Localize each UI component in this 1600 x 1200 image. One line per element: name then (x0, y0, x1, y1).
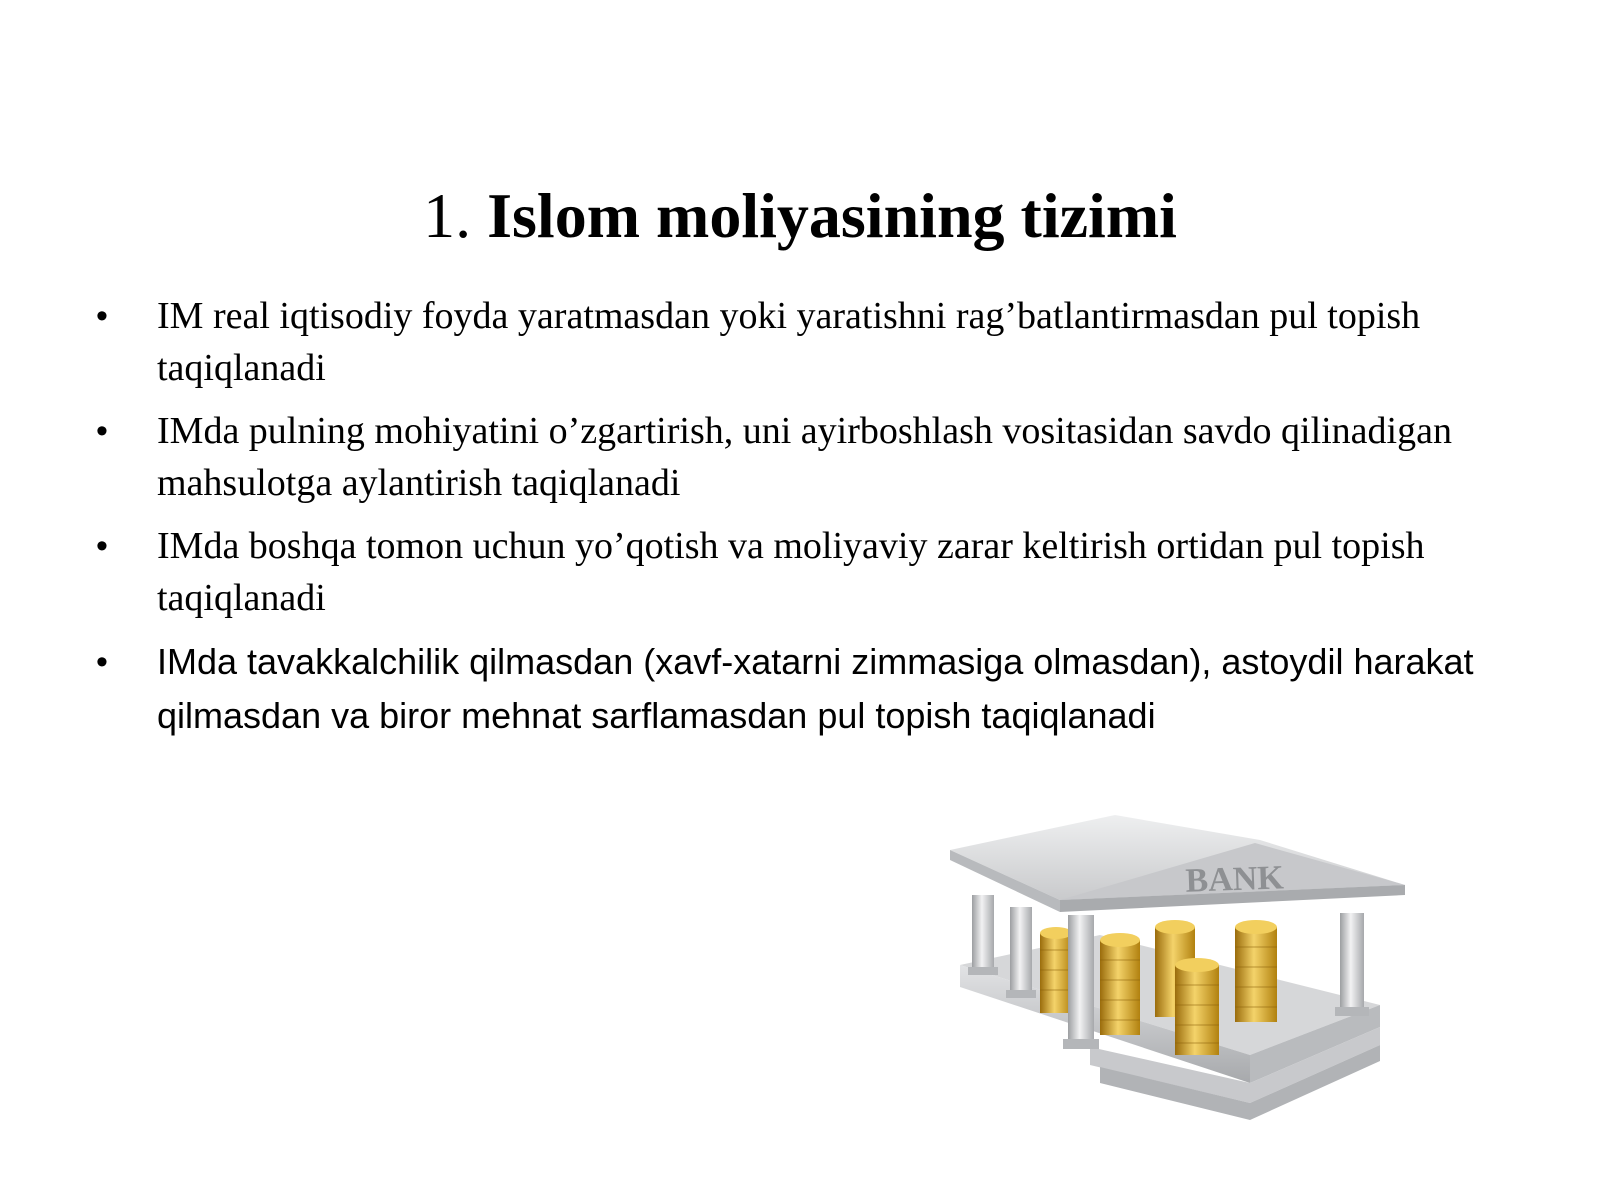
bullet-dot: • (96, 643, 108, 681)
bullet-item (88, 405, 1528, 509)
bullet-text: IMda pulning mohiyatini o’zgartirish, uni ayirboshlash vositasidan savdo qilinadigan mahsulotga aylantirish taqiqlanadi (157, 410, 1452, 504)
bullet-item (88, 635, 1528, 743)
bullet-list (88, 290, 1528, 754)
bullet-text: IM real iqtisodiy foyda yaratmasdan yoki yaratishni rag’batlantirmasdan pul topish taqiqlanadi (157, 295, 1421, 389)
bullet-dot: • (96, 527, 108, 565)
bullet-dot: • (96, 412, 108, 450)
title-text: Islom moliyasining tizimi (487, 180, 1177, 251)
bullet-text: IMda tavakkalchilik qilmasdan (xavf-xatarni zimmasiga olmasdan), astoydil harakat qilmasdan va biror mehnat sarflamasdan pul topish taqiqlanadi (157, 641, 1474, 736)
slide-title (0, 176, 1600, 256)
bullet-dot: • (96, 297, 108, 335)
bank-sign: BANK (1184, 859, 1285, 900)
bullet-item (88, 520, 1528, 624)
bullet-item (88, 290, 1528, 394)
bullet-text: IMda boshqa tomon uchun yo’qotish va moliyaviy zarar keltirish ortidan pul topish taqiqlanadi (157, 525, 1425, 619)
title-number: 1. (423, 180, 472, 251)
bank-icon (950, 815, 1450, 1125)
